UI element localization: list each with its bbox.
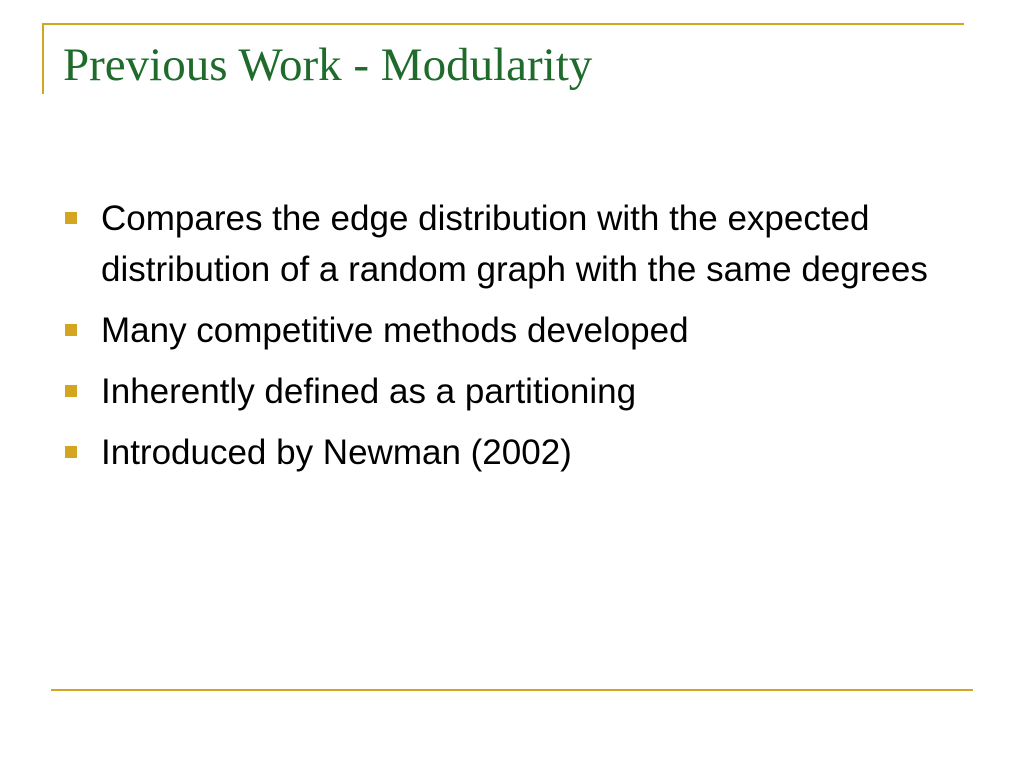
square-bullet-icon <box>65 212 77 224</box>
square-bullet-icon <box>65 446 77 458</box>
bullet-item <box>64 193 964 295</box>
bullet-text: Introduced by Newman (2002) <box>101 433 572 472</box>
square-bullet-icon <box>65 385 77 397</box>
bullet-text: Inherently defined as a partitioning <box>101 372 637 411</box>
slide-title: Previous Work - Modularity <box>63 39 593 91</box>
bullet-item <box>64 366 964 417</box>
left-accent-bar <box>42 23 44 94</box>
bullet-item <box>64 427 964 478</box>
bullet-text: Compares the edge distribution with the expected distribution of a random graph with the same degrees <box>101 199 928 289</box>
bottom-divider <box>51 689 973 691</box>
top-divider <box>42 23 964 25</box>
bullet-list <box>64 193 964 488</box>
bullet-item <box>64 305 964 356</box>
square-bullet-icon <box>65 324 77 336</box>
bullet-text: Many competitive methods developed <box>101 311 689 350</box>
